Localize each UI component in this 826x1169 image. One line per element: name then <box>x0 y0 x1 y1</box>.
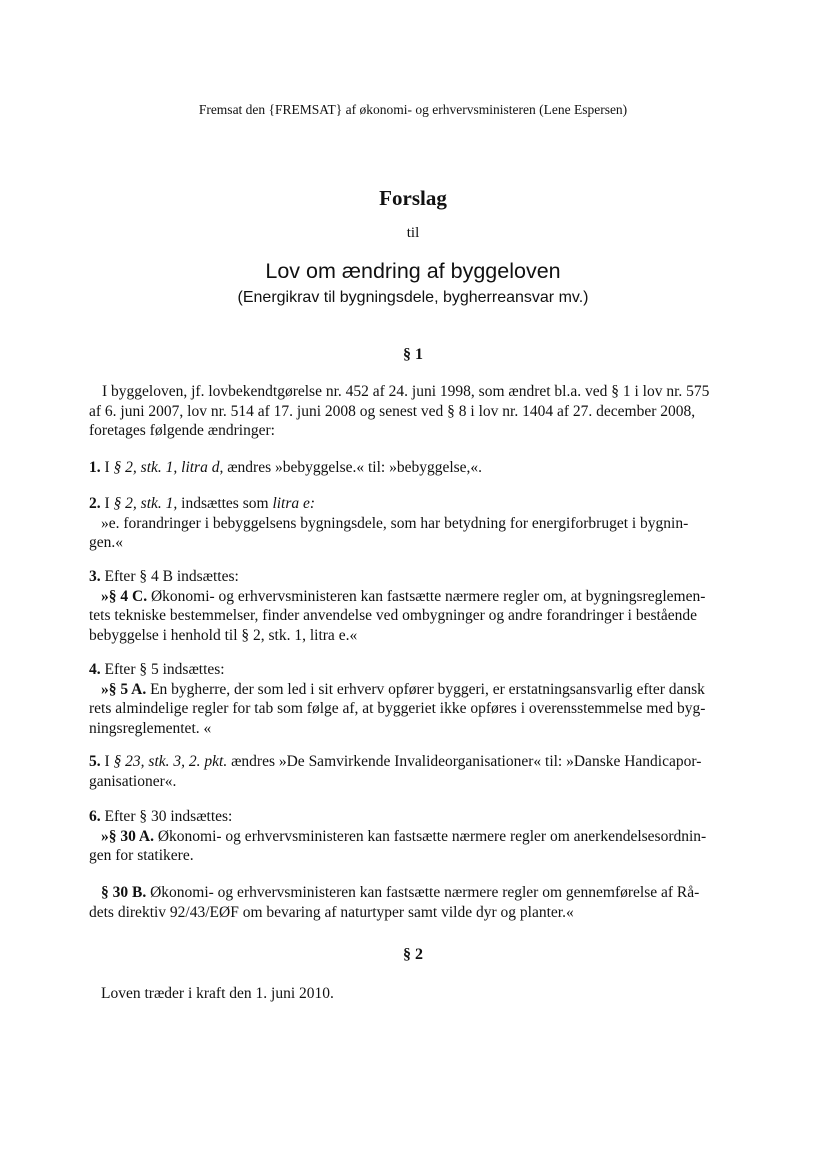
inserted-text-line: Økonomi- og erhvervsministeren kan fastsætte nærmere regler om anerkendelsesordnin- <box>153 827 707 845</box>
inserted-text-line: Økonomi- og erhvervsministeren kan fastsætte nærmere regler om gennemførelse af Rå- <box>146 884 700 901</box>
document-title: Forslag <box>379 186 447 210</box>
paragraph-label: »§ 30 A. <box>101 827 154 845</box>
legal-reference: § 2, stk. 1, <box>113 495 178 512</box>
inserted-text-line: »e. forandringer i bebyggelsens bygningsdele, som har betydning for energiforbruget i bygnin- <box>101 514 689 532</box>
inserted-text-line: tets tekniske bestemmelser, finder anvendelse ved ombygninger og andre forandringer i bestående <box>89 607 697 624</box>
item-text: I <box>100 753 114 770</box>
title-til: til <box>406 225 420 241</box>
amendment-5 <box>89 752 743 791</box>
inserted-text-line: ningsreglementet. « <box>89 719 212 737</box>
amendment-3 <box>89 567 743 645</box>
inserted-text-line: dets direktiv 92/43/EØF om bevaring af naturtyper samt vilde dyr og planter.« <box>89 903 574 921</box>
section-1-heading: § 1 <box>403 346 423 363</box>
item-text: Efter § 5 indsættes: <box>100 661 225 678</box>
amendment-1 <box>89 458 743 478</box>
paragraph-label: »§ 5 A. <box>101 680 147 698</box>
amendment-6 <box>89 807 743 866</box>
law-title: Lov om ændring af byggeloven <box>265 259 561 283</box>
section-2-heading: § 2 <box>403 946 423 963</box>
item-text: ændres »De Samvirkende Invalideorganisationer« til: »Danske Handicapor- <box>227 753 702 770</box>
legal-reference: § 23, stk. 3, 2. pkt. <box>113 753 228 770</box>
item-text: Efter § 30 indsættes: <box>100 808 233 825</box>
item-text: I <box>100 495 114 512</box>
amendment-2 <box>89 494 743 553</box>
item-number: 1. <box>89 459 101 476</box>
item-text: Efter § 4 B indsættes: <box>100 568 239 585</box>
commencement-text: Loven træder i kraft den 1. juni 2010. <box>101 985 334 1002</box>
legal-reference: litra e: <box>272 495 316 512</box>
amendment-4 <box>89 660 743 738</box>
item-number: 4. <box>89 661 101 678</box>
inserted-text-line: rets almindelige regler for tab som følge af, at byggeriet ikke opføres i overensstemmelse med byg- <box>89 700 706 717</box>
item-number: 6. <box>89 808 101 825</box>
item-text: indsættes som <box>177 495 273 512</box>
inserted-text-line: gen for statikere. <box>89 847 194 864</box>
item-text: ændres »bebyggelse.« til: »bebyggelse,«. <box>223 459 483 476</box>
intro-line: foretages følgende ændringer: <box>89 422 275 439</box>
intro-line: af 6. juni 2007, lov nr. 514 af 17. juni 2008 og senest ved § 8 i lov nr. 1404 af 27. december 2008, <box>89 402 696 420</box>
intro-paragraph <box>89 382 743 441</box>
inserted-text-line: En bygherre, der som led i sit erhverv opfører byggeri, er erstatningsansvarlig efter dansk <box>146 680 705 698</box>
intro-line: I byggeloven, jf. lovbekendtgørelse nr. 452 af 24. juni 1998, som ændret bl.a. ved § 1 i lov nr. 575 <box>102 383 710 400</box>
item-number: 5. <box>89 753 101 770</box>
law-subtitle: (Energikrav til bygningsdele, bygherreansvar mv.) <box>237 289 589 306</box>
amendment-6-paragraph-b <box>89 883 743 922</box>
inserted-text-line: bebyggelse i henhold til § 2, stk. 1, litra e.« <box>89 626 358 644</box>
inserted-text-line: Økonomi- og erhvervsministeren kan fastsætte nærmere regler om, at bygningsreglemen- <box>147 587 706 605</box>
paragraph-label: § 30 B. <box>101 884 147 901</box>
legal-reference: § 2, stk. 1, litra d, <box>113 459 224 476</box>
item-text-line: ganisationer«. <box>89 772 177 790</box>
item-number: 2. <box>89 495 101 512</box>
item-number: 3. <box>89 568 101 585</box>
paragraph-label: »§ 4 C. <box>101 587 148 605</box>
proposal-header: Fremsat den {FREMSAT} af økonomi- og erhvervsministeren (Lene Espersen) <box>198 102 628 117</box>
inserted-text-line: gen.« <box>89 534 124 551</box>
item-text: I <box>100 459 114 476</box>
